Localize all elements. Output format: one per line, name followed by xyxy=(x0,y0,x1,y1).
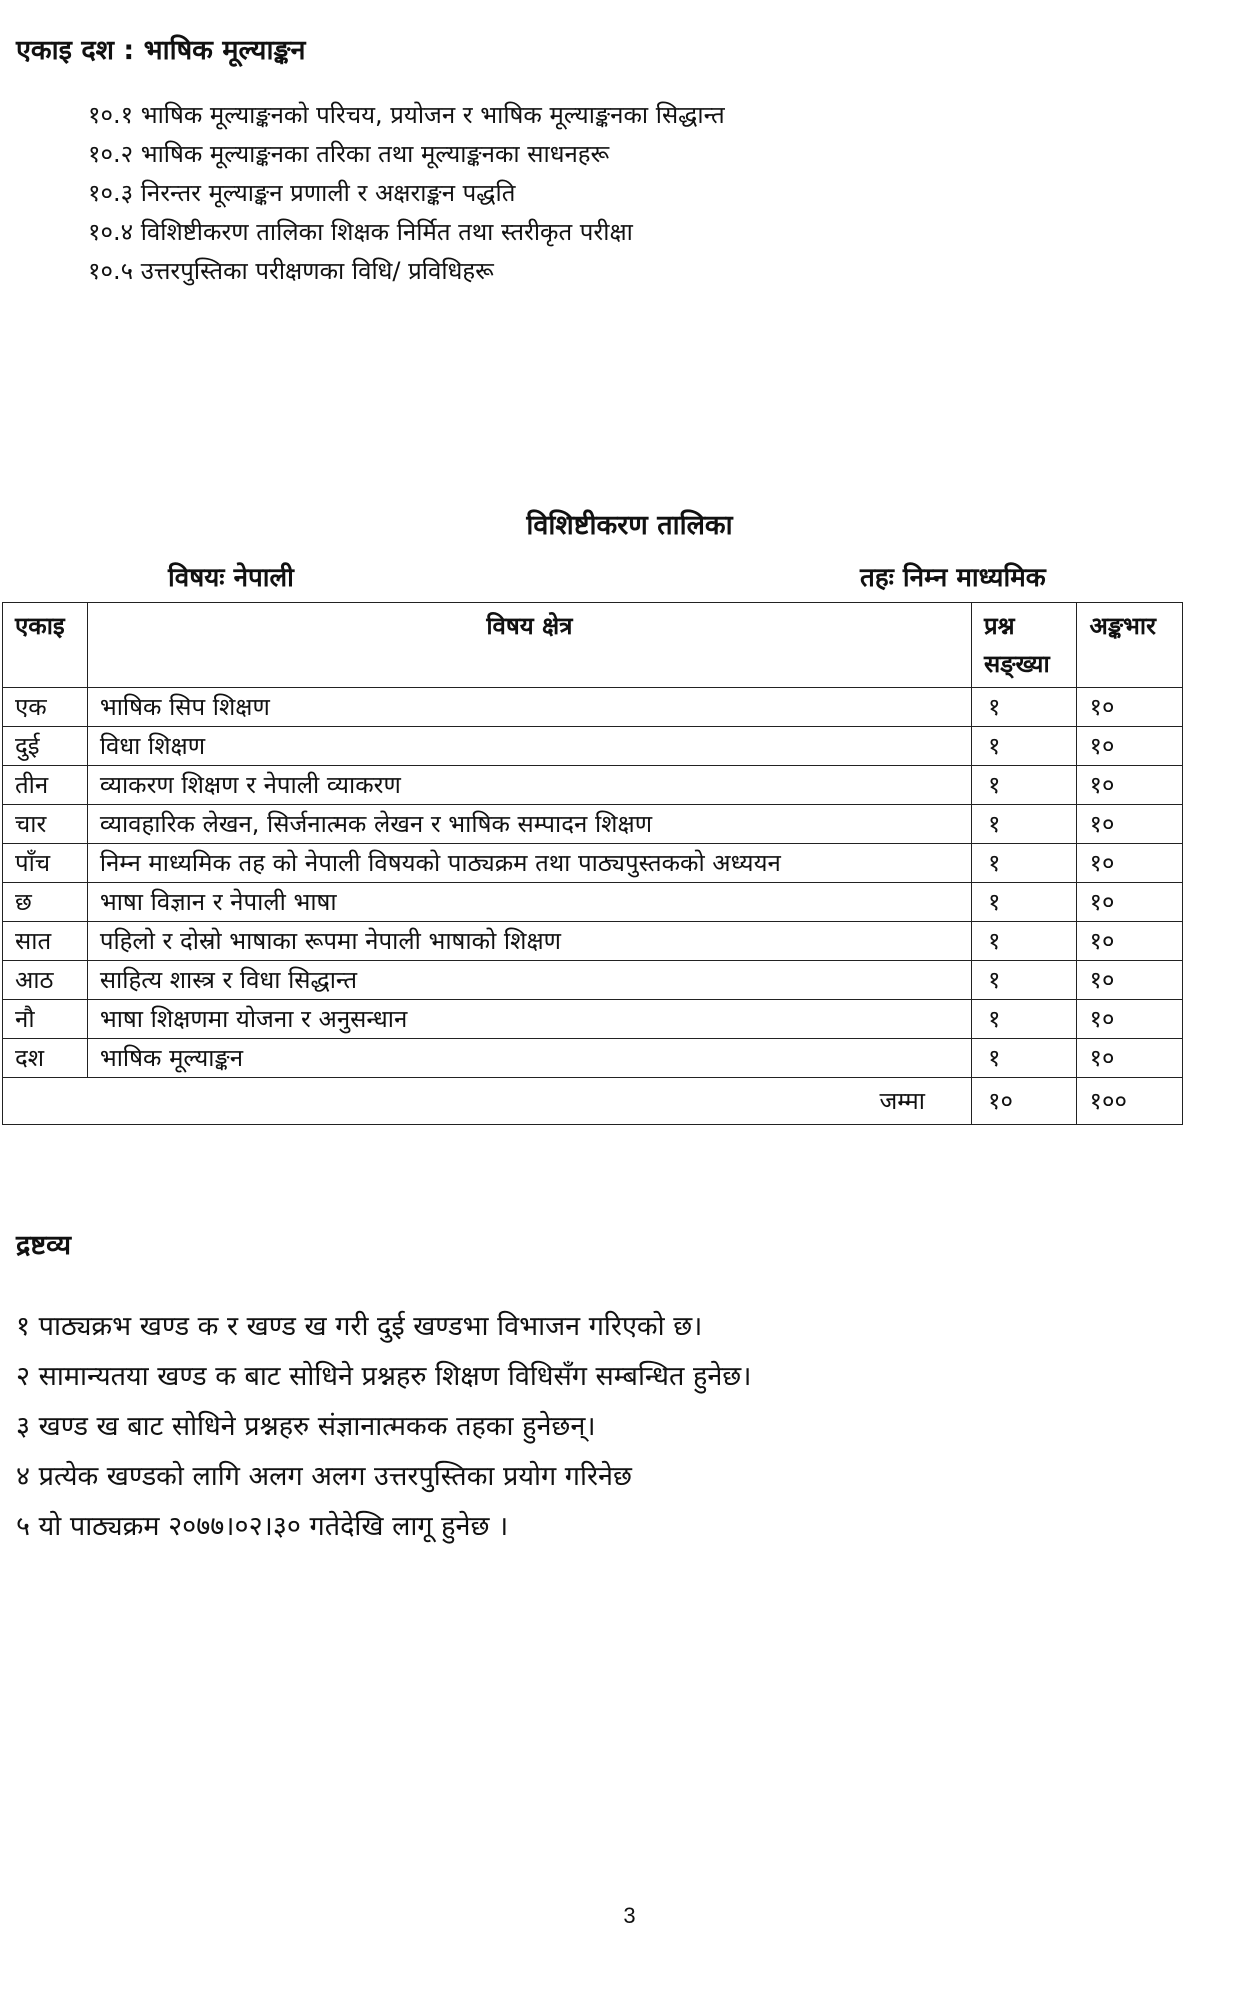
table-row xyxy=(3,805,1183,844)
notes-title: द्रष्टव्य xyxy=(16,1230,71,1261)
header-unit: एकाइ xyxy=(3,603,88,688)
row-weight: १० xyxy=(1077,922,1183,961)
row-questions: १ xyxy=(972,883,1077,922)
header-question-count-line1: प्रश्न xyxy=(984,612,1015,640)
total-questions: १० xyxy=(972,1078,1077,1125)
row-unit: नौ xyxy=(3,1000,88,1039)
note-item: ३ खण्ड ख बाट सोधिने प्रश्नहरु संज्ञानात्मकक तहका हुनेछन्। xyxy=(16,1411,596,1442)
table-header-row xyxy=(3,603,1183,688)
row-unit: सात xyxy=(3,922,88,961)
table-row xyxy=(3,844,1183,883)
topic-item: १०.१ भाषिक मूल्याङ्कनको परिचय, प्रयोजन र भाषिक मूल्याङ्कनका सिद्धान्त xyxy=(88,101,725,129)
row-questions: १ xyxy=(972,1039,1077,1078)
header-question-count-line2: सङ्ख्या xyxy=(984,650,1050,678)
row-weight: १० xyxy=(1077,766,1183,805)
level-label: तहः निम्न माध्यमिक xyxy=(860,563,1046,593)
row-weight: १० xyxy=(1077,961,1183,1000)
row-questions: १ xyxy=(972,1000,1077,1039)
row-unit: आठ xyxy=(3,961,88,1000)
row-unit: चार xyxy=(3,805,88,844)
total-weight: १०० xyxy=(1077,1078,1183,1125)
header-question-count xyxy=(972,603,1077,688)
specification-table xyxy=(2,602,1183,1125)
topic-item: १०.२ भाषिक मूल्याङ्कनका तरिका तथा मूल्याङ्कनका साधनहरू xyxy=(88,140,610,168)
row-questions: १ xyxy=(972,922,1077,961)
row-questions: १ xyxy=(972,766,1077,805)
table-row xyxy=(3,1039,1183,1078)
note-item: १ पाठ्यक्रभ खण्ड क र खण्ड ख गरी दुई खण्डभा विभाजन गरिएको छ। xyxy=(16,1311,703,1342)
table-row xyxy=(3,1000,1183,1039)
note-item: ४ प्रत्येक खण्डको लागि अलग अलग उत्तरपुस्तिका प्रयोग गरिनेछ xyxy=(16,1461,632,1492)
subject-label: विषयः नेपाली xyxy=(168,563,294,593)
note-item: ५ यो पाठ्यक्रम २०७७।०२।३० गतेदेखि लागू हुनेछ । xyxy=(16,1511,509,1542)
note-item: २ सामान्यतया खण्ड क बाट सोधिने प्रश्नहरु शिक्षण विधिसँग सम्बन्धित हुनेछ। xyxy=(16,1361,752,1392)
row-weight: १० xyxy=(1077,844,1183,883)
row-weight: १० xyxy=(1077,1039,1183,1078)
row-area: भाषा शिक्षणमा योजना र अनुसन्धान xyxy=(87,1000,971,1039)
table-total-row xyxy=(3,1078,1183,1125)
row-questions: १ xyxy=(972,727,1077,766)
row-unit: पाँच xyxy=(3,844,88,883)
unit-topics-list xyxy=(88,96,725,291)
row-questions: १ xyxy=(972,961,1077,1000)
row-questions: १ xyxy=(972,688,1077,727)
specification-table-title: विशिष्टीकरण तालिका xyxy=(526,510,733,541)
topic-item: १०.४ विशिष्टीकरण तालिका शिक्षक निर्मित तथा स्तरीकृत परीक्षा xyxy=(88,218,633,246)
row-unit: तीन xyxy=(3,766,88,805)
row-unit: दुई xyxy=(3,727,88,766)
row-weight: १० xyxy=(1077,727,1183,766)
row-unit: एक xyxy=(3,688,88,727)
page-number: 3 xyxy=(623,1903,636,1928)
row-area: भाषा विज्ञान र नेपाली भाषा xyxy=(87,883,971,922)
row-area: पहिलो र दोस्रो भाषाका रूपमा नेपाली भाषाको शिक्षण xyxy=(87,922,971,961)
row-area: भाषिक सिप शिक्षण xyxy=(87,688,971,727)
table-row xyxy=(3,688,1183,727)
row-area: निम्न माध्यमिक तह को नेपाली विषयको पाठ्यक्रम तथा पाठ्यपुस्तकको अध्ययन xyxy=(87,844,971,883)
table-row xyxy=(3,961,1183,1000)
row-questions: १ xyxy=(972,805,1077,844)
row-weight: १० xyxy=(1077,883,1183,922)
header-weightage: अङ्कभार xyxy=(1077,603,1183,688)
row-weight: १० xyxy=(1077,805,1183,844)
table-row xyxy=(3,883,1183,922)
table-row xyxy=(3,922,1183,961)
row-area: साहित्य शास्त्र र विधा सिद्धान्त xyxy=(87,961,971,1000)
table-row xyxy=(3,727,1183,766)
notes-list xyxy=(16,1302,751,1552)
unit-title: एकाइ दश : भाषिक मूल्याङ्कन xyxy=(16,35,306,66)
header-subject-area: विषय क्षेत्र xyxy=(87,603,971,688)
row-area: व्याकरण शिक्षण र नेपाली व्याकरण xyxy=(87,766,971,805)
row-weight: १० xyxy=(1077,1000,1183,1039)
row-area: भाषिक मूल्याङ्कन xyxy=(87,1039,971,1078)
row-unit: दश xyxy=(3,1039,88,1078)
row-unit: छ xyxy=(3,883,88,922)
table-row xyxy=(3,766,1183,805)
topic-item: १०.३ निरन्तर मूल्याङ्कन प्रणाली र अक्षराङ्कन पद्धति xyxy=(88,179,516,207)
row-area: व्यावहारिक लेखन, सिर्जनात्मक लेखन र भाषिक सम्पादन शिक्षण xyxy=(87,805,971,844)
row-area: विधा शिक्षण xyxy=(87,727,971,766)
row-weight: १० xyxy=(1077,688,1183,727)
total-label: जम्मा xyxy=(3,1078,972,1125)
topic-item: १०.५ उत्तरपुस्तिका परीक्षणका विधि/ प्रविधिहरू xyxy=(88,257,494,285)
row-questions: १ xyxy=(972,844,1077,883)
